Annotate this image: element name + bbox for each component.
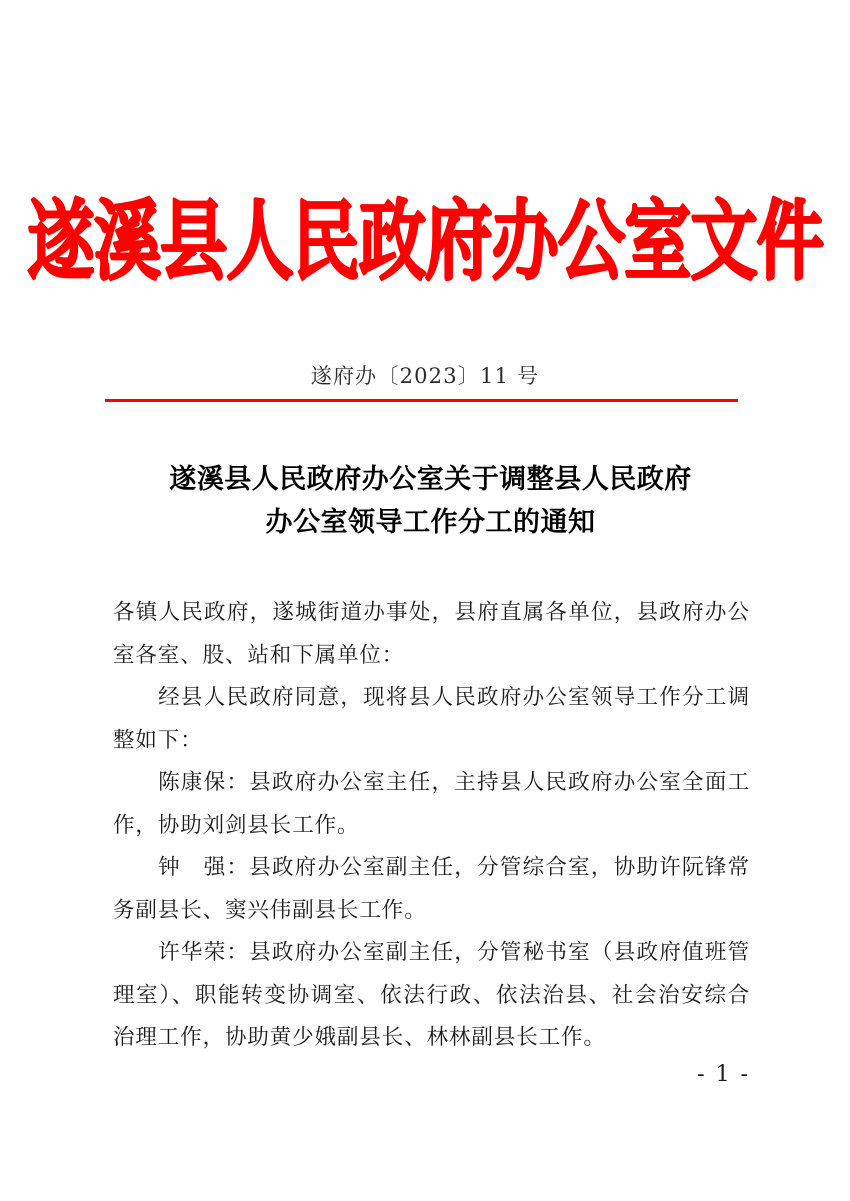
masthead-title: 遂溪县人民政府办公室文件	[27, 189, 823, 293]
masthead	[0, 189, 850, 293]
page-title-line-1: 遂溪县人民政府办公室关于调整县人民政府	[169, 464, 692, 495]
page-title-line-2: 办公室领导工作分工的通知	[265, 507, 596, 538]
page-title	[113, 458, 748, 544]
document-body	[113, 592, 750, 1060]
body-paragraph-zhong-qiang: 钟 强：县政府办公室副主任，分管综合室，协助许阮锋常务副县长、窦兴伟副县长工作。	[113, 855, 750, 923]
body-paragraph-chen-kangbao: 陈康保：县政府办公室主任，主持县人民政府办公室全面工作，协助刘剑县长工作。	[113, 770, 750, 838]
document-number: 遂府办〔2023〕11 号	[310, 364, 540, 388]
document-number-row	[0, 360, 850, 390]
salutation-paragraph: 各镇人民政府，遂城街道办事处，县府直属各单位，县政府办公室各室、股、站和下属单位：	[113, 600, 750, 668]
page-number: - 1 -	[697, 1062, 750, 1087]
body-paragraph-intro: 经县人民政府同意，现将县人民政府办公室领导工作分工调整如下：	[113, 685, 750, 753]
body-paragraph-xu-huarong: 许华荣：县政府办公室副主任，分管秘书室（县政府值班管理室）、职能转变协调室、依法行政、依法治县、社会治安综合治理工作，协助黄少娥副县长、林林副县长工作。	[113, 940, 750, 1050]
red-divider-rule	[105, 399, 738, 402]
